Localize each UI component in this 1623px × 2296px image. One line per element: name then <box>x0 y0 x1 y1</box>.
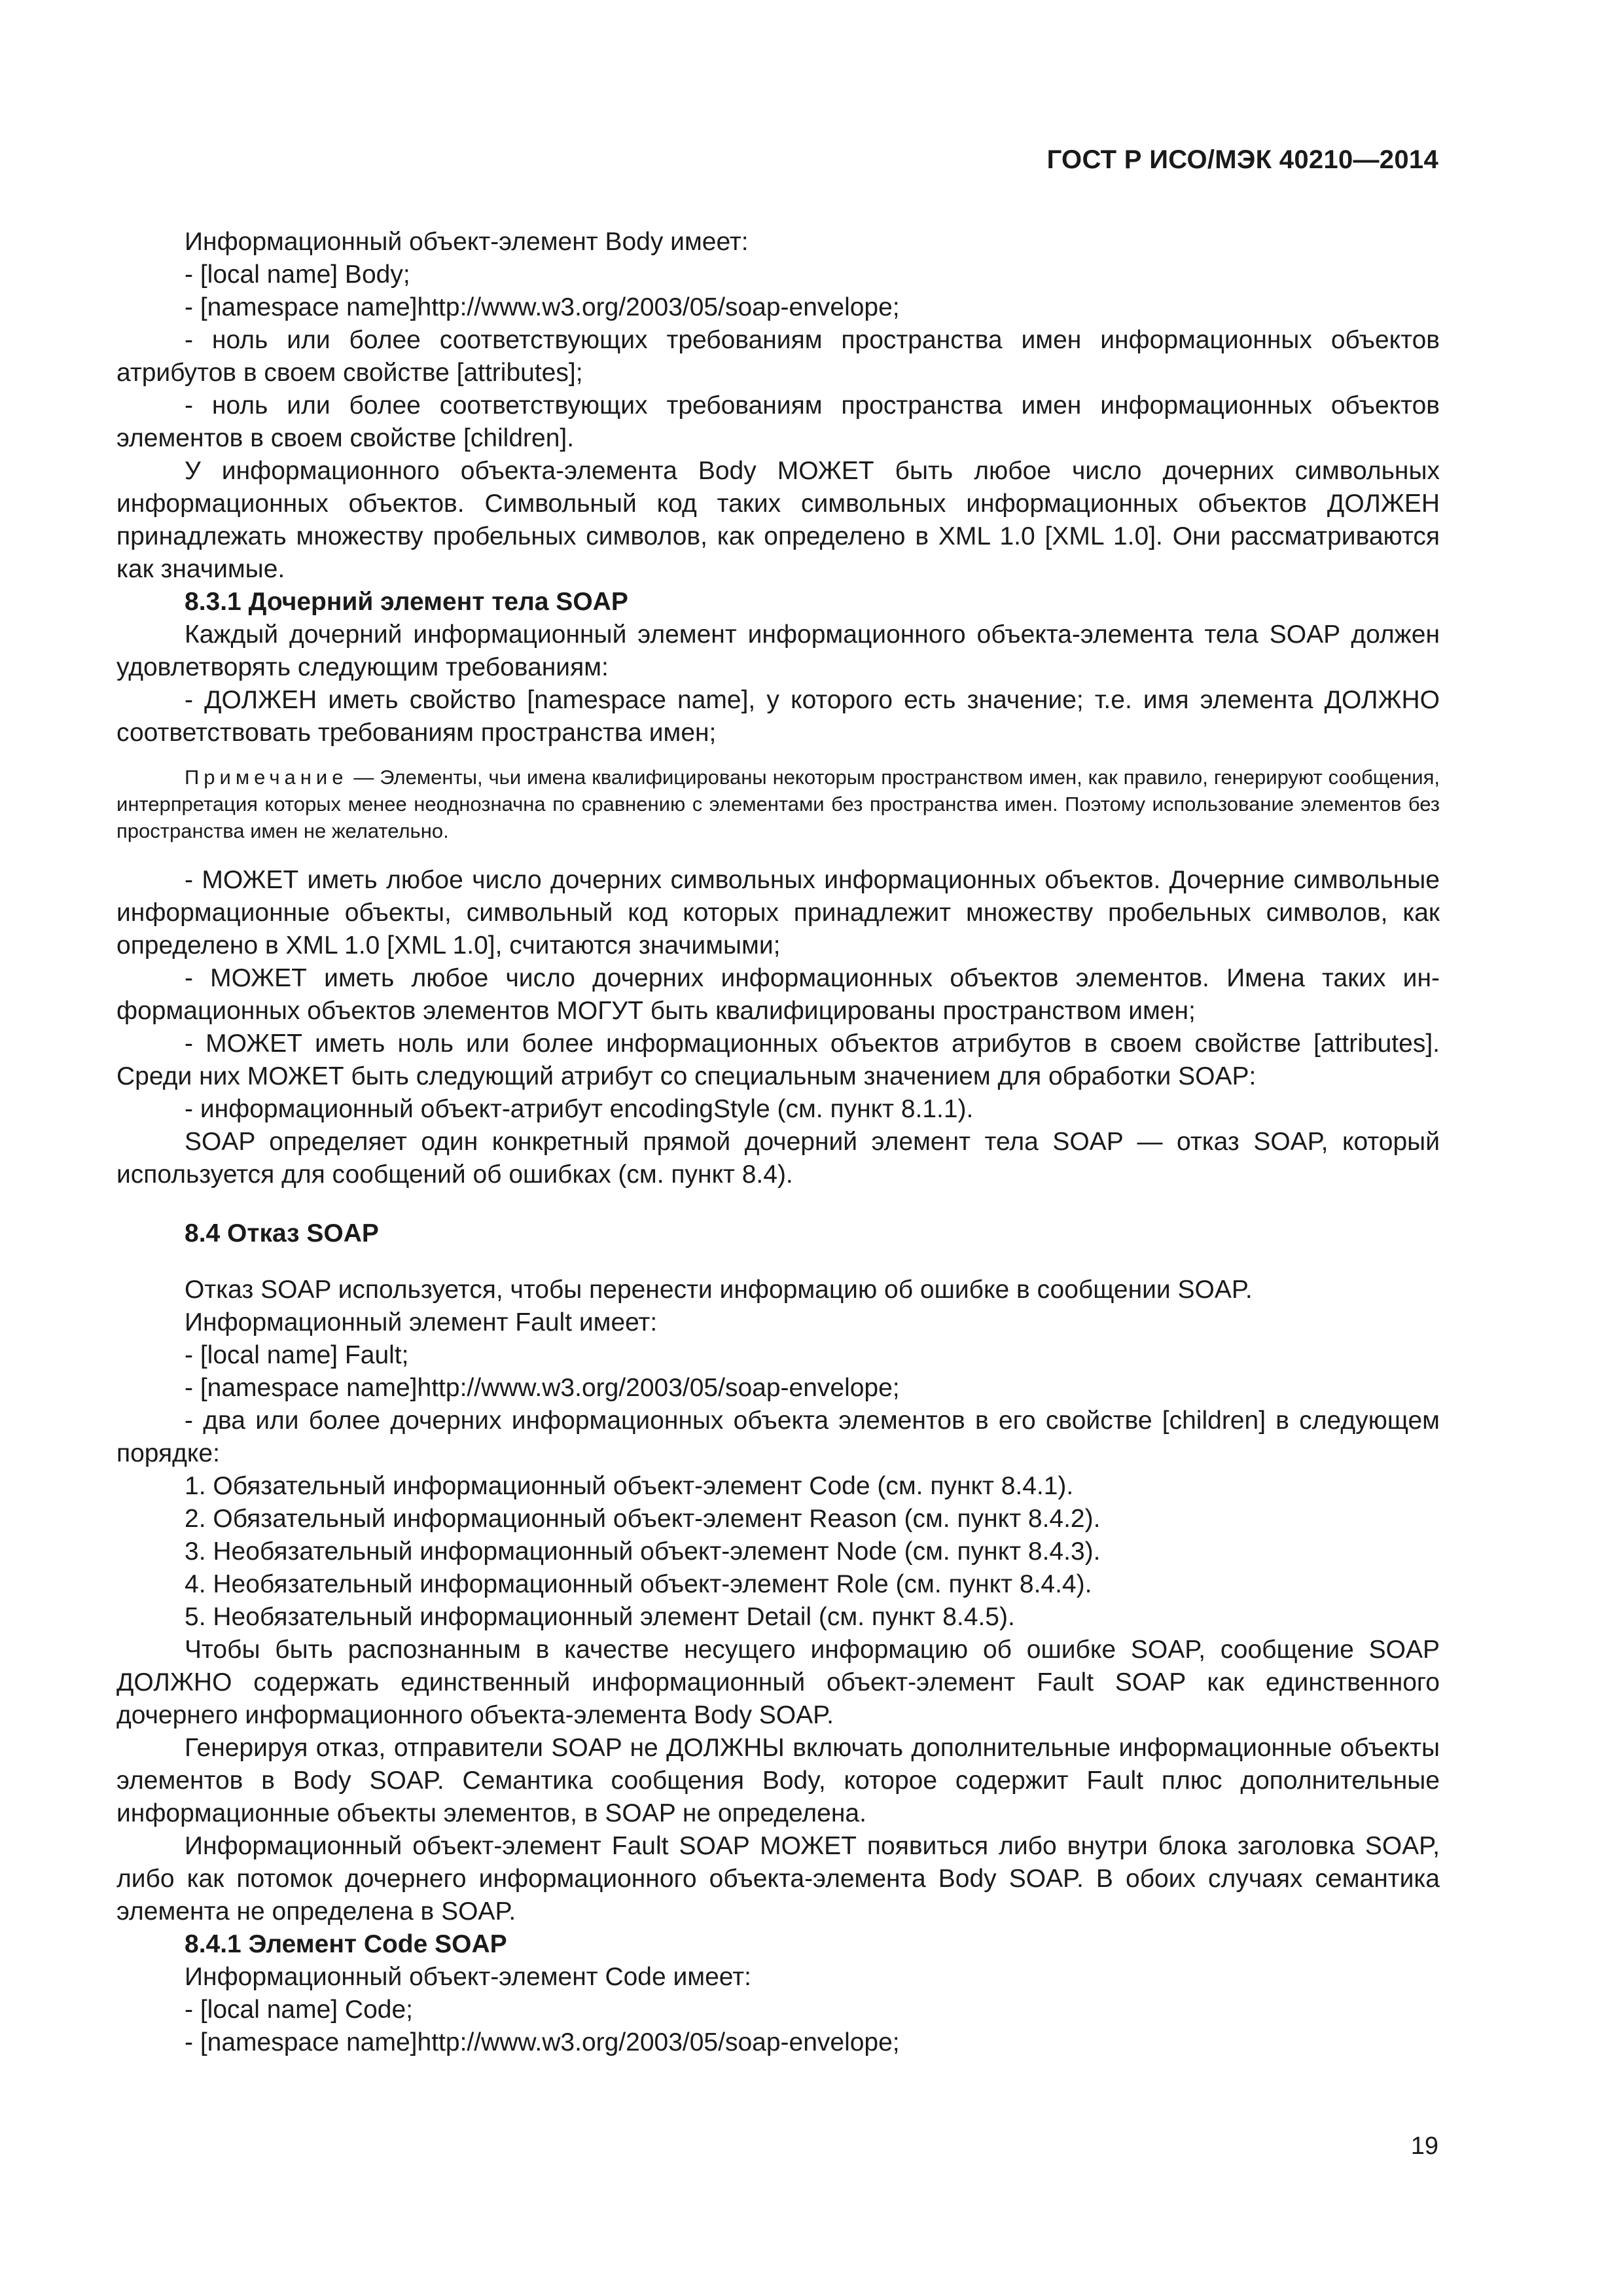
note-label: Примечание <box>185 766 348 789</box>
paragraph: Генерируя отказ, отправители SOAP не ДОЛЖНЫ включать дополнительные информационные объекты элементов в Body SOAP. Семантика сообщения Body, которое содержит Fault плюс дополнительные информационные объекты элементов, в SOAP не определена. <box>116 1734 1440 1827</box>
list-item: - [local name] Fault; <box>185 1341 409 1369</box>
numbered-item: 2. Обязательный информационный объект-элемент Reason (см. пункт 8.4.2). <box>185 1505 1101 1533</box>
section-heading-8-4: 8.4 Отказ SOAP <box>185 1219 379 1247</box>
paragraph: Отказ SOAP используется, чтобы перенести информацию об ошибке в сообщении SOAP. <box>185 1276 1253 1304</box>
paragraph: SOAP определяет один конкретный прямой дочерний элемент тела SOAP — отказ SOAP, который используется для сообщений об ошибках (см. пункт 8.4). <box>116 1128 1440 1189</box>
list-item: - [namespace name]http://www.w3.org/2003/05/soap-envelope; <box>185 293 900 321</box>
list-item: - ноль или более соответствующих требованиям пространства имен информационных объектов элементов в своем свойстве [children]. <box>116 391 1440 452</box>
document-body <box>116 226 1440 2059</box>
list-item: - два или более дочерних информационных объекта элементов в его свойстве [children] в следующем порядке: <box>116 1407 1440 1467</box>
numbered-item: 1. Обязательный информационный объект-элемент Code (см. пункт 8.4.1). <box>185 1472 1074 1500</box>
note-paragraph <box>116 764 1440 844</box>
paragraph: Информационный элемент Fault имеет: <box>185 1308 658 1336</box>
paragraph: У информационного объекта-элемента Body МОЖЕТ быть любое число дочерних символьных информационных объектов. Символьный код таких символьных информационных объектов ДОЛЖЕН принадлежать множеству пробельных символов, как определено в XML 1.0 [XML 1.0]. Они рассматриваются как значимые. <box>116 457 1440 583</box>
numbered-item: 5. Необязательный информационный элемент Detail (см. пункт 8.4.5). <box>185 1603 1015 1631</box>
section-heading-8-3-1: 8.3.1 Дочерний элемент тела SOAP <box>185 588 628 616</box>
list-item: - [local name] Body; <box>185 260 410 289</box>
paragraph: Информационный объект-элемент Fault SOAP МОЖЕТ появиться либо внутри блока заголовка SOAP, либо как потомок дочернего информационного объекта-элемента Body SOAP. В обоих случаях семантика элемента не определена в SOAP. <box>116 1832 1440 1926</box>
section-heading-8-4-1: 8.4.1 Элемент Code SOAP <box>185 1930 507 1958</box>
numbered-item: 4. Необязательный информационный объект-элемент Role (см. пункт 8.4.4). <box>185 1570 1092 1598</box>
list-item: - МОЖЕТ иметь любое число дочерних информационных объектов элементов. Имена таких информационных объектов элементов МОГУТ быть квалифицированы пространством имен; <box>116 964 1440 1025</box>
list-item: - МОЖЕТ иметь ноль или более информационных объектов атрибутов в своем свойстве [attributes]. Среди них МОЖЕТ быть следующий атрибут со специальным значением для обработки SOAP: <box>116 1030 1440 1090</box>
list-item: - [namespace name]http://www.w3.org/2003/05/soap-envelope; <box>185 1374 900 1402</box>
list-item: - [local name] Code; <box>185 1996 414 2024</box>
list-item: - [namespace name]http://www.w3.org/2003/05/soap-envelope; <box>185 2028 900 2056</box>
numbered-item: 3. Необязательный информационный объект-элемент Node (см. пункт 8.4.3). <box>185 1537 1101 1566</box>
page-number: 19 <box>1410 2132 1438 2160</box>
paragraph: Информационный объект-элемент Body имеет: <box>185 228 749 256</box>
note-text: — Элементы, чьи имена квалифицированы некоторым пространством имен, как правило, генерируют сообщения, интерпретация которых менее неоднозначна по сравнению с элементами без пространства имен. Поэтому использование элементов без пространства имен не желательно. <box>116 766 1440 842</box>
list-item: - МОЖЕТ иметь любое число дочерних символьных информационных объектов. Дочерние символьные информационные объекты, символьный код которых принадлежит множеству пробельных символов, как определено в XML 1.0 [XML 1.0], считаются значимыми; <box>116 866 1440 960</box>
standard-code-header: ГОСТ Р ИСО/МЭК 40210—2014 <box>1046 145 1438 174</box>
list-item: - ноль или более соответствующих требованиям пространства имен информационных объектов атрибутов в своем свойстве [attributes]; <box>116 326 1440 387</box>
list-item: - ДОЛЖЕН иметь свойство [namespace name], у которого есть значение; т.е. имя элемента ДОЛЖНО соответствовать требованиям пространства имен; <box>116 686 1440 747</box>
paragraph: Каждый дочерний информационный элемент информационного объекта-элемента тела SOAP должен удовлетворять следующим требованиям: <box>116 620 1440 681</box>
paragraph: Чтобы быть распознанным в качестве несущего информацию об ошибке SOAP, сообщение SOAP ДОЛЖНО содержать единственный информационный объект-элемент Fault SOAP как единственного дочернего информационного объекта-элемента Body SOAP. <box>116 1636 1440 1729</box>
list-item: - информационный объект-атрибут encodingStyle (см. пункт 8.1.1). <box>185 1095 974 1123</box>
paragraph: Информационный объект-элемент Code имеет: <box>185 1963 751 1991</box>
